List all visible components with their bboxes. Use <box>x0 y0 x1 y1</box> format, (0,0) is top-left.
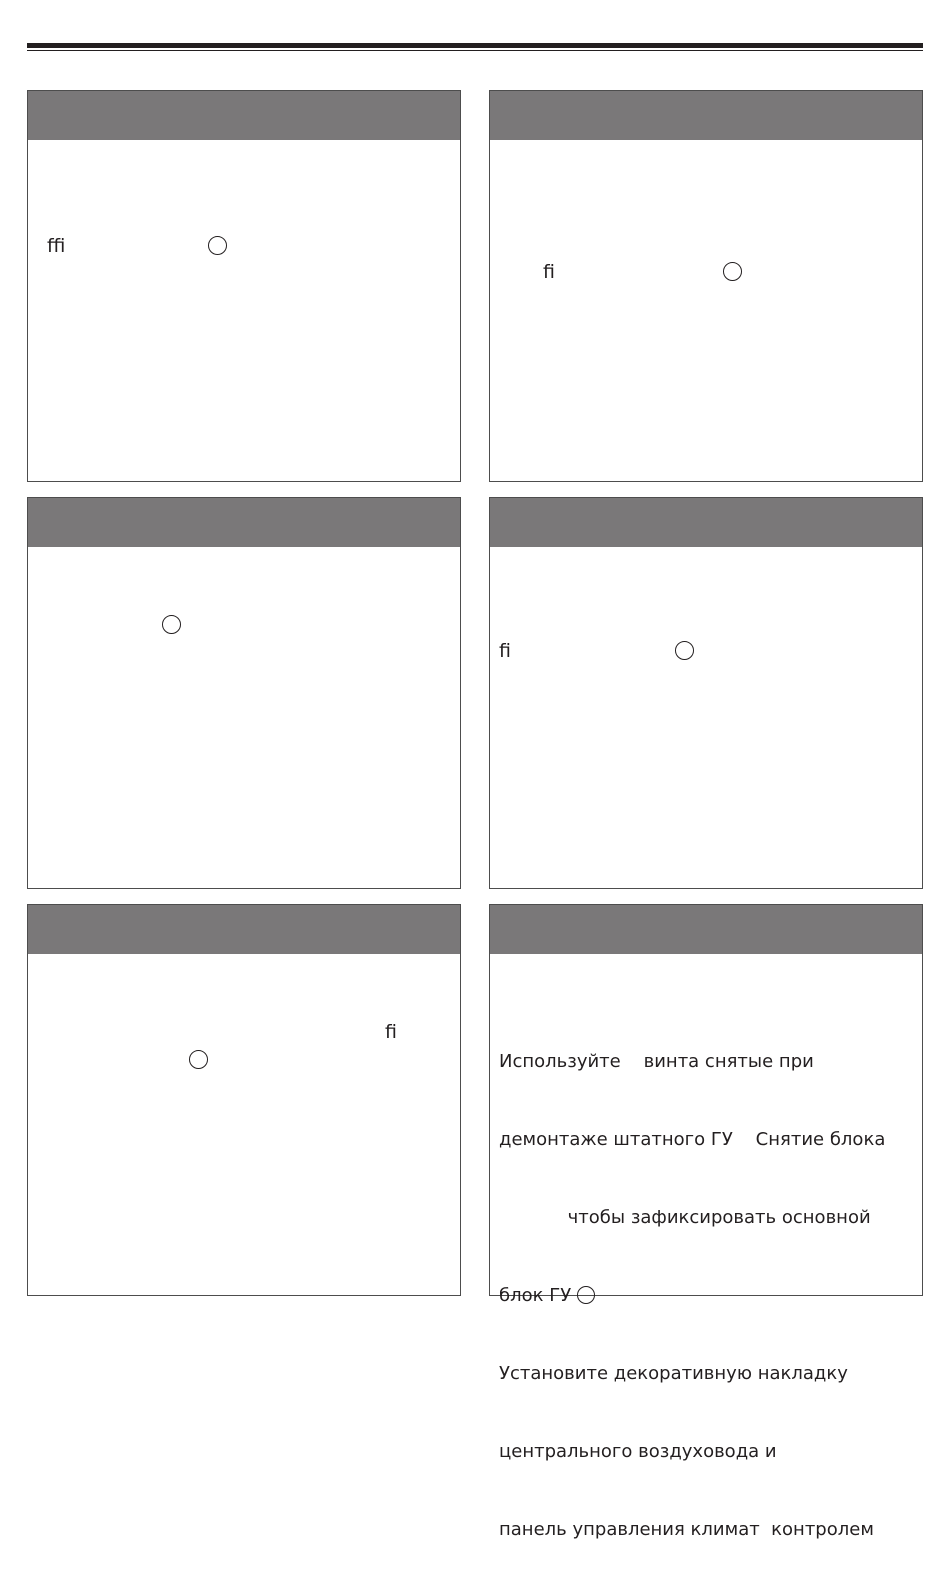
callout-circle-icon <box>208 236 227 255</box>
instruction-line: Установите декоративную накладку <box>499 1363 848 1384</box>
step-panel-5-header <box>28 905 460 954</box>
step-panel-4-glyph: ﬁ <box>499 640 511 662</box>
instruction-line: блок ГУ <box>499 1285 572 1306</box>
instruction-line: демонтаже штатного ГУ Снятие блока <box>499 1129 886 1150</box>
step-panel-4-header <box>490 498 922 547</box>
step-panel-6 <box>489 904 923 1540</box>
callout-circle-icon <box>577 1286 595 1304</box>
instruction-line: центрального воздуховода и <box>499 1441 777 1462</box>
step-panel-1-header <box>28 91 460 140</box>
instruction-line: панель управления климат контролем <box>499 1519 874 1540</box>
top-rule-thick <box>27 43 923 48</box>
step-panel-2 <box>489 90 923 482</box>
callout-circle-icon <box>675 641 694 660</box>
instruction-line: Используйте винта снятые при <box>499 1051 814 1072</box>
step-panel-6-header <box>490 905 922 954</box>
step-panel-3-header <box>28 498 460 547</box>
callout-circle-icon <box>189 1050 208 1069</box>
step-panel-3 <box>27 497 461 889</box>
step-panel-5 <box>27 904 461 1296</box>
step-panel-5-glyph: ﬁ <box>385 1021 397 1043</box>
step-panel-2-glyph: ﬁ <box>543 261 555 283</box>
top-rule-thin <box>27 50 923 51</box>
callout-circle-icon <box>162 615 181 634</box>
callout-circle-icon <box>723 262 742 281</box>
step-panel-6-instructions <box>499 997 919 1595</box>
step-panel-2-header <box>490 91 922 140</box>
step-panel-1 <box>27 90 461 482</box>
instruction-line: чтобы зафиксировать основной <box>499 1207 871 1228</box>
step-panel-4 <box>489 497 923 889</box>
instruction-line-with-callout <box>499 1283 919 1309</box>
step-panel-1-glyph: ﬃ <box>47 235 66 257</box>
